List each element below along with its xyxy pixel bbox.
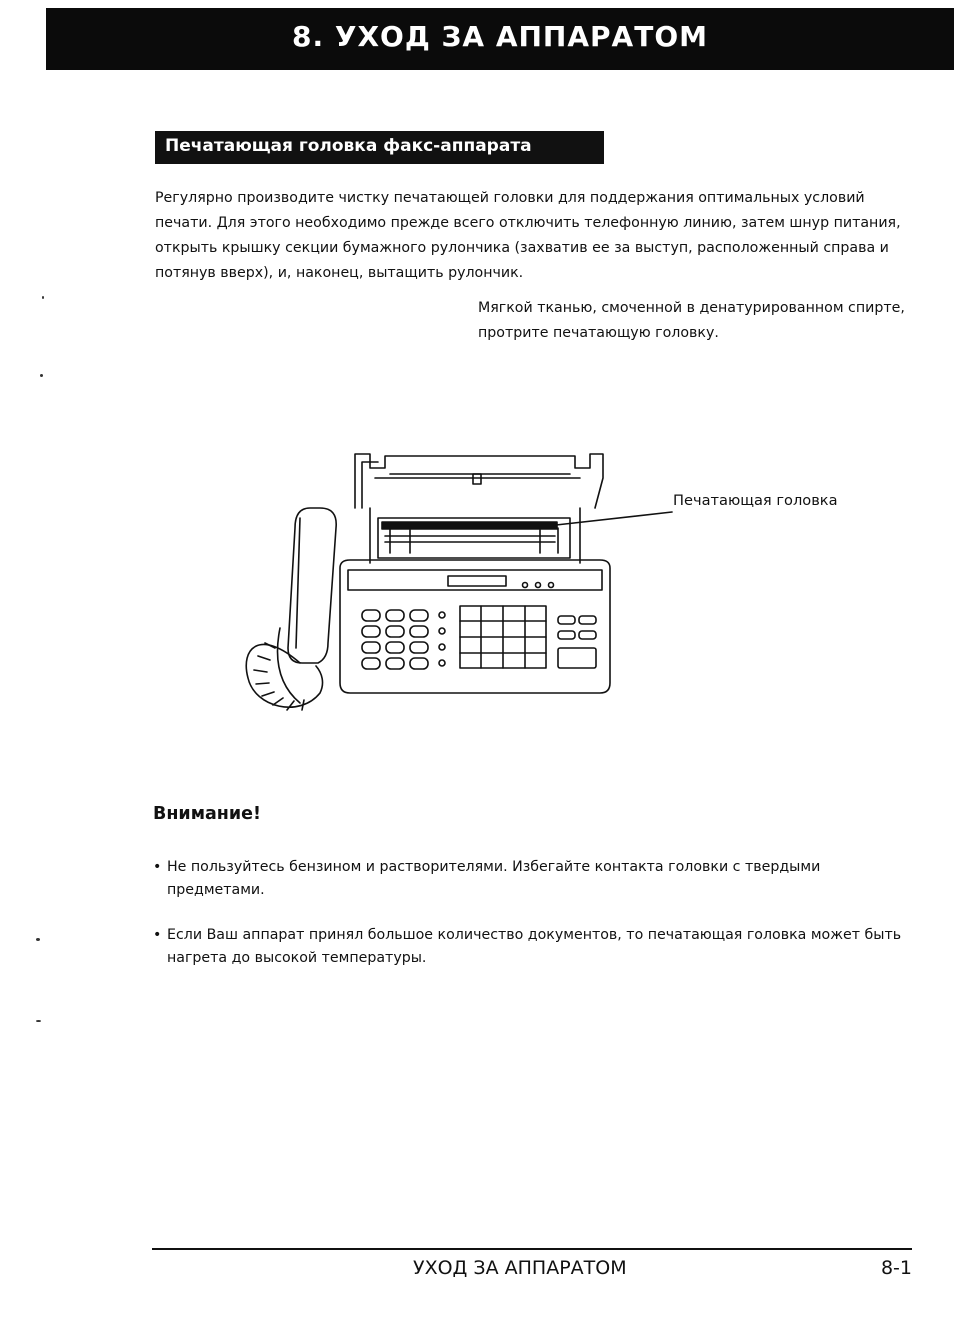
warning-item <box>153 924 913 970</box>
fax-machine-illustration <box>240 448 860 723</box>
chapter-header <box>46 8 954 70</box>
warning-item-text: Не пользуйтесь бензином и растворителями. Избегайте контакта головки с твердыми предметами. <box>167 859 821 898</box>
warning-item <box>153 856 913 902</box>
scan-speck <box>36 938 40 941</box>
page-number: 8-1 <box>880 1257 912 1279</box>
footer-divider <box>152 1248 912 1250</box>
warning-title: Внимание! <box>153 804 262 824</box>
section-header <box>155 131 604 164</box>
chapter-title: 8. УХОД ЗА АППАРАТОМ <box>291 20 708 53</box>
footer-title: УХОД ЗА АППАРАТОМ <box>413 1257 627 1279</box>
bullet-icon: • <box>153 927 162 943</box>
print-head-callout: Печатающая головка <box>673 492 838 509</box>
cleaning-instruction: Мягкой тканью, смоченной в денатурированном спирте, протрите печатающую головку. <box>478 300 905 341</box>
scan-speck <box>40 374 43 377</box>
bullet-icon: • <box>153 859 162 875</box>
intro-paragraph: Регулярно производите чистку печатающей головки для поддержания оптимальных условий печати. Для этого необходимо прежде всего отключить телефонную линию, затем шнур питания, открыть крышку секции бумажного рулончика (захватив ее за выступ, расположенный справа и потянув вверх), и, наконец, вытащить рулончик. <box>155 190 901 281</box>
scan-speck <box>42 296 44 299</box>
scan-speck <box>36 1020 41 1022</box>
warning-item-text: Если Ваш аппарат принял большое количество документов, то печатающая головка может быть нагрета до высокой температуры. <box>167 927 902 966</box>
section-title: Печатающая головка факс-аппарата <box>165 136 532 156</box>
